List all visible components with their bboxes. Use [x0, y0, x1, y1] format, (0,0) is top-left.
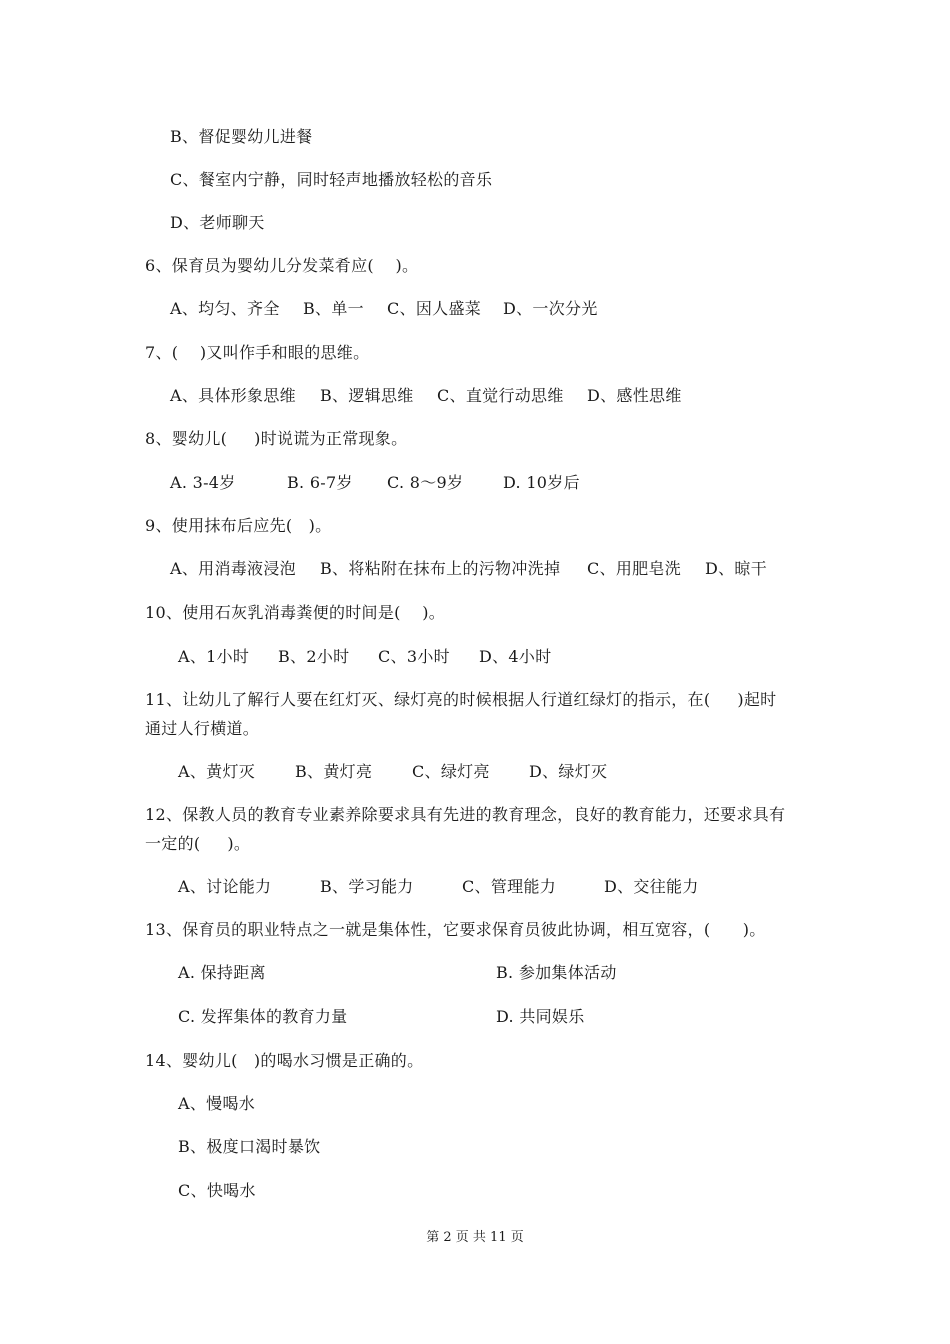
q10-option: A、1小时 — [178, 647, 250, 666]
question-8: 8、婴幼儿( )时说谎为正常现象。 — [145, 429, 408, 448]
q10-option: B、2小时 — [278, 647, 350, 666]
q14-option-a: A、慢喝水 — [178, 1094, 256, 1113]
q6-option: C、因人盛菜 — [387, 299, 482, 318]
q6-option: A、均匀、齐全 — [170, 299, 280, 318]
q11-option: A、黄灯灭 — [178, 762, 256, 781]
q10-option: C、3小时 — [378, 647, 450, 666]
q11-option: B、黄灯亮 — [295, 762, 373, 781]
question-14: 14、婴幼儿( )的喝水习惯是正确的。 — [145, 1051, 424, 1070]
q5-option-b: B、督促婴幼儿进餐 — [170, 127, 313, 146]
question-7: 7、( )又叫作手和眼的思维。 — [145, 343, 370, 362]
q10-option: D、4小时 — [479, 647, 552, 666]
page-footer: 第 2 页 共 11 页 — [426, 1230, 524, 1245]
q12-option: D、交往能力 — [604, 877, 699, 896]
q9-option: C、用肥皂洗 — [587, 559, 682, 578]
q14-option-b: B、极度口渴时暴饮 — [178, 1137, 321, 1156]
question-13: 13、保育员的职业特点之一就是集体性，它要求保育员彼此协调，相互宽容，( )。 — [145, 920, 766, 939]
q6-option: D、一次分光 — [503, 299, 598, 318]
q9-option: B、将粘附在抹布上的污物冲洗掉 — [320, 559, 561, 578]
question-12-line-1: 12、保教人员的教育专业素养除要求具有先进的教育理念，良好的教育能力，还要求具有 — [145, 805, 786, 824]
question-6: 6、保育员为婴幼儿分发菜肴应( )。 — [145, 256, 419, 275]
q12-option: B、学习能力 — [320, 877, 414, 896]
q13-option: D. 共同娱乐 — [496, 1007, 585, 1026]
q12-option: C、管理能力 — [462, 877, 557, 896]
question-10: 10、使用石灰乳消毒粪便的时间是( )。 — [145, 603, 446, 622]
q14-option-c: C、快喝水 — [178, 1181, 256, 1200]
q12-option: A、讨论能力 — [178, 877, 272, 896]
q13-option: C. 发挥集体的教育力量 — [178, 1007, 348, 1026]
q9-option: A、用消毒液浸泡 — [170, 559, 296, 578]
q8-option: C. 8～9岁 — [387, 473, 464, 492]
q7-option: D、感性思维 — [587, 386, 682, 405]
q11-option: C、绿灯亮 — [412, 762, 490, 781]
q13-option: A. 保持距离 — [178, 963, 266, 982]
q8-option: D. 10岁后 — [503, 473, 580, 492]
question-9: 9、使用抹布后应先( )。 — [145, 516, 332, 535]
question-11-line-1: 11、让幼儿了解行人要在红灯灭、绿灯亮的时候根据人行道红绿灯的指示，在( )起时 — [145, 690, 777, 709]
q6-option: B、单一 — [303, 299, 364, 318]
q7-option: C、直觉行动思维 — [437, 386, 564, 405]
q8-option: A. 3-4岁 — [170, 473, 236, 492]
q9-option: D、晾干 — [705, 559, 768, 578]
q5-option-c: C、餐室内宁静，同时轻声地播放轻松的音乐 — [170, 170, 493, 189]
q8-option: B. 6-7岁 — [287, 473, 353, 492]
question-12-line-2: 一定的( )。 — [145, 834, 251, 853]
q13-option: B. 参加集体活动 — [496, 963, 617, 982]
question-11-line-2: 通过人行横道。 — [145, 719, 260, 738]
q7-option: B、逻辑思维 — [320, 386, 414, 405]
q7-option: A、具体形象思维 — [170, 386, 296, 405]
q5-option-d: D、老师聊天 — [170, 213, 265, 232]
q11-option: D、绿灯灭 — [529, 762, 608, 781]
